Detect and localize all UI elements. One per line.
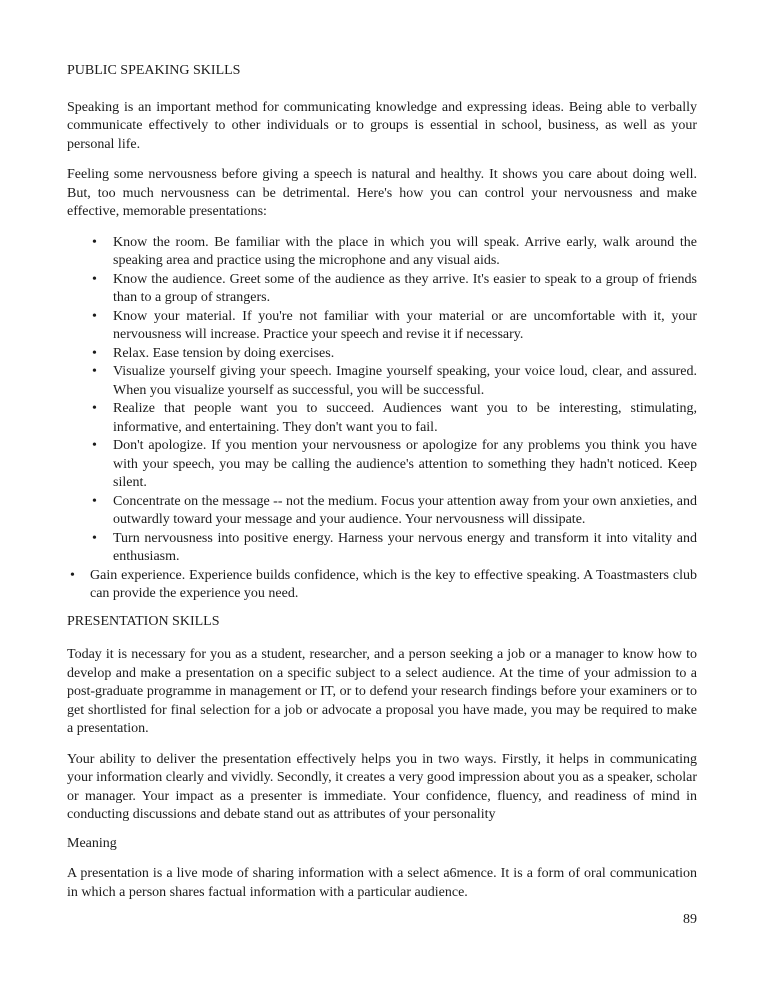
page-number: 89 [683, 912, 697, 927]
presentation-paragraph-1: Today it is necessary for you as a student, researcher, and a person seeking a job or a manager to know how to develop and make a presentation on a specific subject to a select audience. At the time of your admission to a post-graduate programme in management or IT, or to defend your research findings before your examiners or to get shortlisted for final selection for a job or advocate a proposal you have made, you may be required to make a presentation. [67, 647, 697, 736]
presentation-paragraph-2: Your ability to deliver the presentation effectively helps you in two ways. Firstly, it helps in communicating your information clearly and vividly. Secondly, it creates a very good impression about you as a speaker, scholar or manager. Your impact as a presenter is immediate. Your confidence, fluency, and readiness of mind in conducting discussions and debate stand out as attributes of your personality [67, 751, 697, 822]
presentation-skills-heading: PRESENTATION SKILLS [67, 613, 220, 629]
nervousness-tips-list [67, 234, 697, 604]
bullet-item: • Turn nervousness into positive energy. Harness your nervous energy and transform it into vitality and enthusiasm. [113, 530, 697, 567]
meaning-subheading: Meaning [67, 835, 117, 851]
bullet-item: • Realize that people want you to succeed. Audiences want you to be interesting, stimulating, informative, and entertaining. They don't want you to fail. [113, 400, 697, 437]
bullet-item: • Know the room. Be familiar with the place in which you will speak. Arrive early, walk around the speaking area and practice using the microphone and any visual aids. [113, 234, 697, 271]
bullet-item: • Know the audience. Greet some of the audience as they arrive. It's easier to speak to a group of friends than to a group of strangers. [113, 271, 697, 308]
public-speaking-paragraph-2: Feeling some nervousness before giving a speech is natural and healthy. It shows you care about doing well. But, too much nervousness can be detrimental. Here's how you can control your nervousness and make effective, memorable presentations: [67, 167, 697, 219]
bullet-item: • Visualize yourself giving your speech. Imagine yourself speaking, your voice loud, clear, and assured. When you visualize yourself as successful, you will be successful. [113, 363, 697, 400]
bullet-item: • Don't apologize. If you mention your nervousness or apologize for any problems you think you have with your speech, you may be calling the audience's attention to something they hadn't noticed. Keep silent. [113, 437, 697, 493]
public-speaking-heading: PUBLIC SPEAKING SKILLS [67, 63, 241, 78]
bullet-item: • Concentrate on the message -- not the medium. Focus your attention away from your own anxieties, and outwardly toward your message and your audience. Your nervousness will dissipate. [113, 493, 697, 530]
bullet-item-outer: • Gain experience. Experience builds confidence, which is the key to effective speaking. A Toastmasters club can provide the experience you need. [67, 567, 697, 604]
public-speaking-paragraph-1: Speaking is an important method for communicating knowledge and expressing ideas. Being able to verbally communicate effectively to other individuals or to groups is essential in school, business, as well as your personal life. [67, 99, 697, 152]
bullet-item: • Know your material. If you're not familiar with your material or are uncomfortable with it, your nervousness will increase. Practice your speech and revise it if necessary. [113, 308, 697, 345]
meaning-paragraph: A presentation is a live mode of sharing information with a select a6mence. It is a form of oral communication in which a person shares factual information with a particular audience. [67, 866, 697, 900]
bullet-item: • Relax. Ease tension by doing exercises. [113, 345, 697, 364]
